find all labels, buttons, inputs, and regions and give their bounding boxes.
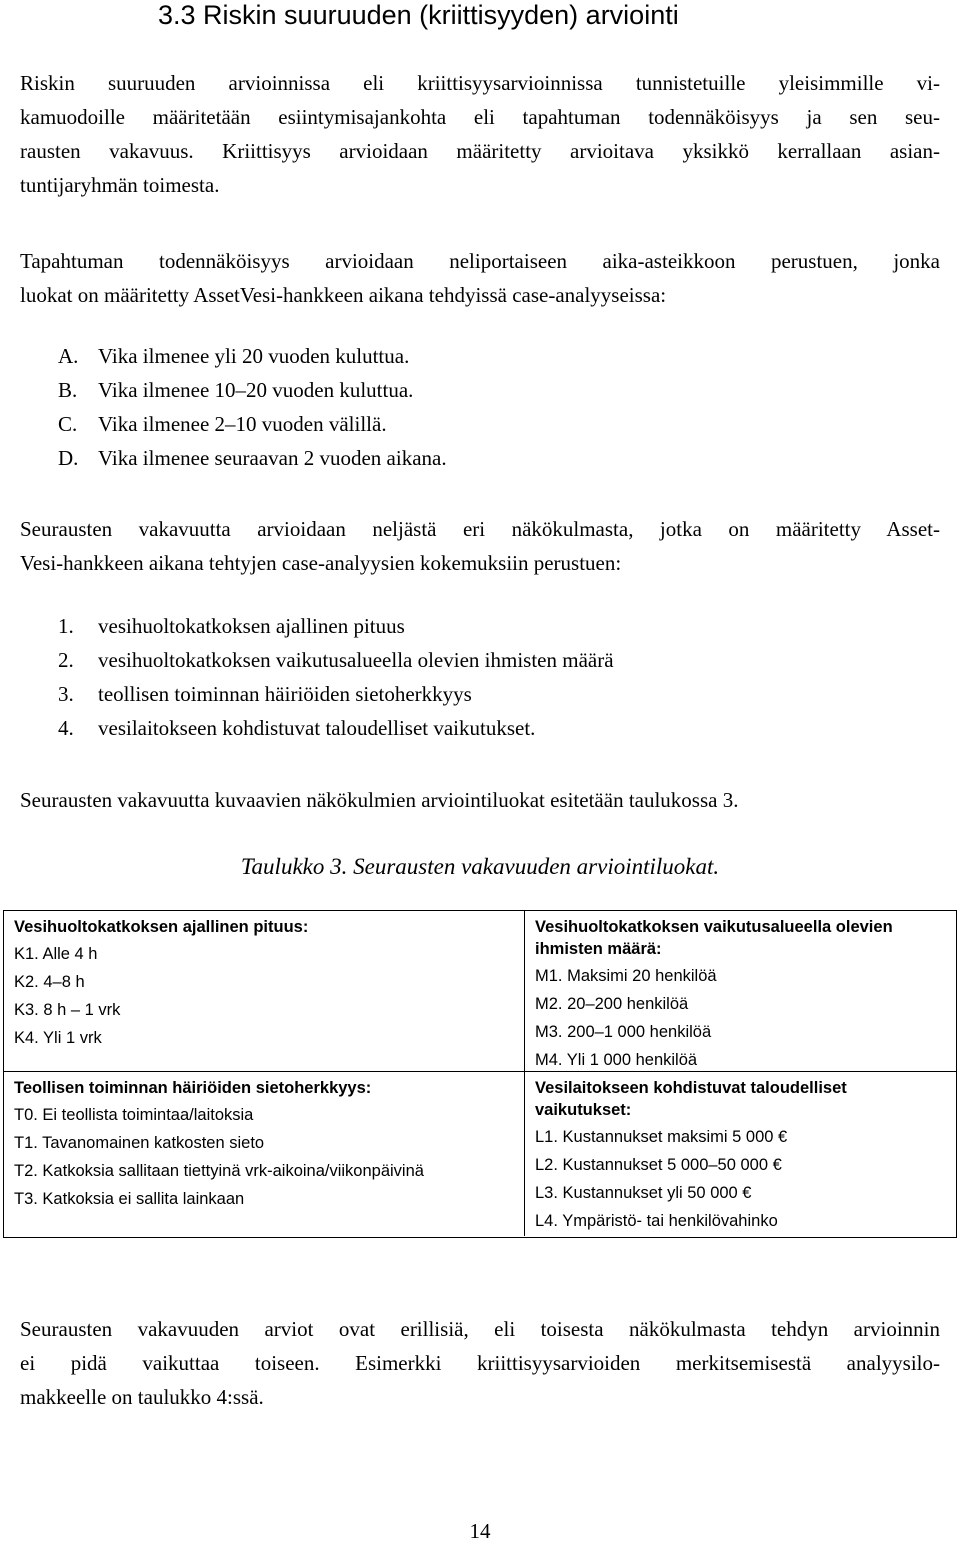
list-item [58,441,447,475]
text-line: luokat on määritetty AssetVesi-hankkeen aikana tehdyissä case-analyyseissa: [20,283,667,307]
probability-list [58,339,447,475]
cell-title: Teollisen toiminnan häiriöiden sietoherkkyys: [14,1079,372,1097]
cell-item: T3. Katkoksia ei sallita lainkaan [14,1190,245,1208]
cell-title: Vesihuoltokatkoksen ajallinen pituus: [14,918,309,936]
table-cell-duration [4,911,525,1072]
cell-item: T2. Katkoksia sallitaan tiettyinä vrk-aikoina/viikonpäivinä [14,1162,424,1180]
paragraph-table-reference [20,783,940,817]
text-line: Seurausten vakavuuden arviot ovat erillisiä, eli toisesta näkökulmasta tehdyn arvioinnin [20,1317,940,1341]
text-line: Tapahtuman todennäköisyys arvioidaan neliportaiseen aika-asteikkoon perustuen, jonka [20,249,940,273]
cell-item: K2. 4–8 h [14,973,85,991]
list-marker: 2. [58,648,74,672]
list-item [58,643,614,677]
list-marker: 1. [58,614,74,638]
paragraph-probability-intro [20,244,940,312]
list-item-text: Vika ilmenee yli 20 vuoden kuluttua. [98,344,410,368]
cell-item: M1. Maksimi 20 henkilöä [535,967,717,985]
cell-item: K1. Alle 4 h [14,945,98,963]
page-number: 14 [469,1519,491,1543]
cell-item: L1. Kustannukset maksimi 5 000 € [535,1128,788,1146]
table-cell-economic [525,1072,956,1236]
section-heading: 3.3 Riskin suuruuden (kriittisyyden) arviointi [158,0,679,30]
list-item [58,373,447,407]
cell-title: Vesihuoltokatkoksen vaikutusalueella olevien ihmisten määrä: [535,918,893,958]
text-line: Riskin suuruuden arvioinnissa eli kriittisyysarvioinnissa tunnistetuille yleisimmille vi- [20,71,940,95]
text-line: makkeelle on taulukko 4:ssä. [20,1385,264,1409]
list-item [58,407,447,441]
cell-item: M3. 200–1 000 henkilöä [535,1023,712,1041]
paragraph-severity-intro [20,512,940,580]
severity-classes-table [3,910,957,1238]
list-item-text: vesilaitokseen kohdistuvat taloudelliset vaikutukset. [98,716,536,740]
list-item-text: Vika ilmenee seuraavan 2 vuoden aikana. [98,446,447,470]
paragraph-criticality-intro [20,66,940,202]
text-line: ei pidä vaikuttaa toiseen. Esimerkki kriittisyysarvioiden merkitsemisestä analyysilo- [20,1351,940,1375]
list-item [58,711,614,745]
list-item [58,609,614,643]
list-item-text: Vika ilmenee 10–20 vuoden kuluttua. [98,378,414,402]
list-item [58,339,447,373]
list-item-text: teollisen toiminnan häiriöiden sietoherkkyys [98,682,472,706]
table-caption: Taulukko 3. Seurausten vakavuuden arviointiluokat. [240,854,720,879]
severity-list [58,609,614,745]
list-item [58,677,614,711]
cell-item: T1. Tavanomainen katkosten sieto [14,1134,265,1152]
list-item-text: vesihuoltokatkoksen vaikutusalueella olevien ihmisten määrä [98,648,614,672]
text-line: Seurausten vakavuutta kuvaavien näkökulmien arviointiluokat esitetään taulukossa 3. [20,788,739,812]
cell-item: M4. Yli 1 000 henkilöä [535,1051,698,1069]
list-marker: C. [58,412,78,436]
list-item-text: Vika ilmenee 2–10 vuoden välillä. [98,412,387,436]
text-line: Vesi-hankkeen aikana tehtyjen case-analyysien kokemuksiin perustuen: [20,551,622,575]
list-marker: 4. [58,716,74,740]
cell-title: Vesilaitokseen kohdistuvat taloudelliset vaikutukset: [535,1079,847,1119]
table-cell-people [525,911,956,1072]
list-marker: 3. [58,682,74,706]
list-item-text: vesihuoltokatkoksen ajallinen pituus [98,614,405,638]
paragraph-independence [20,1312,940,1414]
text-line: kamuodoille määritetään esiintymisajankohta eli tapahtuman todennäköisyys ja sen seu- [20,105,940,129]
cell-item: K3. 8 h – 1 vrk [14,1001,121,1019]
list-marker: D. [58,446,79,470]
table-cell-industry [4,1072,525,1236]
cell-item: M2. 20–200 henkilöä [535,995,689,1013]
list-marker: B. [58,378,78,402]
cell-item: L3. Kustannukset yli 50 000 € [535,1184,752,1202]
text-line: rausten vakavuus. Kriittisyys arvioidaan määritetty arvioitava yksikkö kerrallaan asian- [20,139,940,163]
cell-item: L2. Kustannukset 5 000–50 000 € [535,1156,782,1174]
cell-item: K4. Yli 1 vrk [14,1029,102,1047]
cell-item: L4. Ympäristö- tai henkilövahinko [535,1212,778,1230]
list-marker: A. [58,344,79,368]
cell-item: T0. Ei teollista toimintaa/laitoksia [14,1106,254,1124]
text-line: Seurausten vakavuutta arvioidaan neljästä eri näkökulmasta, jotka on määritetty Asset- [20,517,940,541]
text-line: tuntijaryhmän toimesta. [20,173,220,197]
